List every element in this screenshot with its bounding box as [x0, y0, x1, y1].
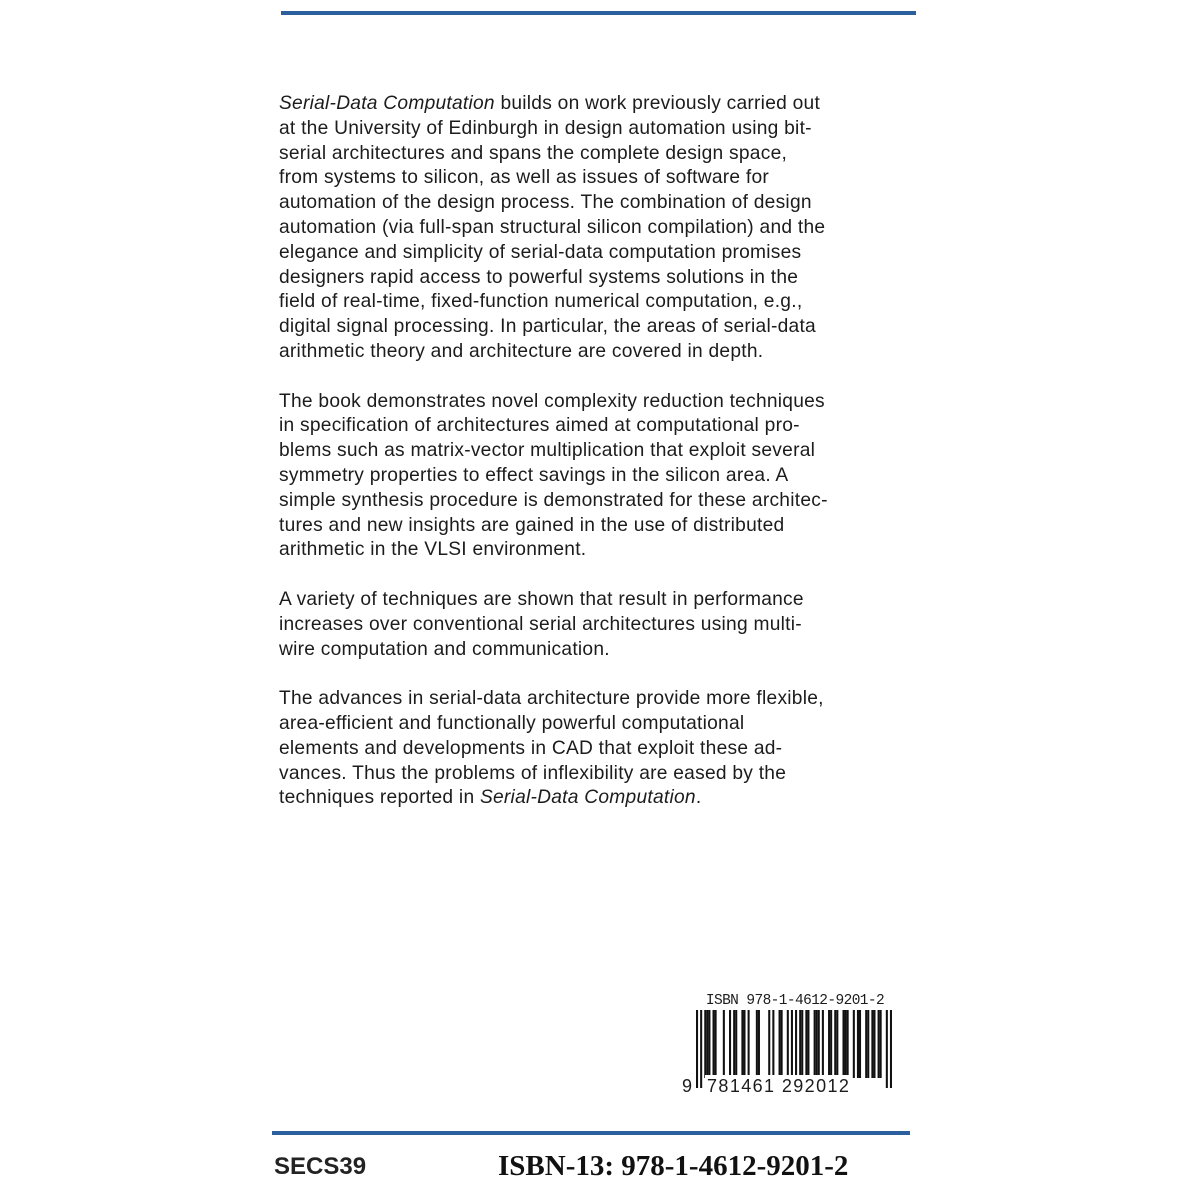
barcode-bar	[828, 1010, 830, 1078]
barcode-bar	[708, 1010, 710, 1078]
barcode-bar	[814, 1010, 816, 1078]
blurb-line	[279, 315, 919, 340]
isbn-barcode	[682, 993, 908, 1105]
barcode-bar	[779, 1010, 781, 1078]
barcode-bar	[880, 1010, 882, 1078]
barcode-bar	[853, 1010, 855, 1078]
blurb-line	[279, 737, 919, 762]
barcode-bar	[807, 1010, 809, 1078]
blurb-paragraph	[279, 92, 919, 365]
barcode-bar	[816, 1010, 818, 1078]
blurb-line	[279, 142, 919, 167]
blurb-line-text: arithmetic in the VLSI environment.	[279, 539, 587, 561]
barcode-bar	[743, 1010, 745, 1078]
blurb-line-text: builds on work previously carried out	[494, 93, 821, 114]
blurb-line	[279, 613, 919, 638]
blurb-line-tail: .	[695, 787, 702, 809]
blurb-line-text: tures and new insights are gained in the use of distributed	[279, 514, 785, 536]
blurb-line-text: increases over conventional serial architectures using multi-	[279, 613, 802, 635]
blurb-line-text: designers rapid access to powerful systems solutions in the	[279, 266, 799, 288]
book-title-italic: Serial-Data Computation	[479, 787, 696, 809]
blurb-line-text: techniques reported in	[279, 787, 480, 809]
barcode-bar	[729, 1010, 731, 1078]
blurb-line-text: serial architectures and spans the complete design space,	[279, 142, 788, 164]
barcode-bar	[735, 1010, 737, 1078]
barcode-bar	[818, 1010, 820, 1078]
blurb-line	[279, 786, 919, 811]
blurb-line	[279, 166, 919, 191]
blurb-line-text: elegance and simplicity of serial-data computation promises	[279, 241, 802, 263]
blurb-paragraph	[279, 588, 919, 662]
barcode-bar	[865, 1010, 867, 1078]
blurb-line-text: at the University of Edinburgh in design automation using bit-	[279, 117, 812, 139]
barcode-guard-bar	[696, 1010, 698, 1088]
blurb-line	[279, 514, 919, 539]
barcode-bar	[768, 1010, 770, 1078]
barcode-guard-bar	[890, 1010, 892, 1088]
barcode-bar	[873, 1010, 875, 1078]
barcode-guard-bar	[886, 1010, 888, 1088]
barcode-ean-digits: 781461 292012	[707, 1076, 851, 1096]
blurb-line	[279, 762, 919, 787]
blurb-line	[279, 638, 919, 663]
back-cover-blurb	[279, 92, 919, 836]
barcode-bar	[871, 1010, 873, 1078]
barcode-bar	[713, 1010, 715, 1078]
barcode-bar	[834, 1010, 836, 1078]
blurb-line	[279, 191, 919, 216]
blurb-line-text: blems such as matrix-vector multiplication that exploit several	[279, 440, 816, 462]
barcode-bar	[822, 1010, 824, 1078]
blurb-line	[279, 538, 919, 563]
blurb-line-text: field of real-time, fixed-function numerical computation, e.g.,	[279, 291, 803, 313]
blurb-line-text: digital signal processing. In particular, the areas of serial-data	[279, 316, 816, 338]
barcode-bar	[836, 1010, 838, 1078]
blurb-line-text: vances. Thus the problems of inflexibility are eased by the	[279, 762, 787, 784]
barcode-bar	[857, 1010, 859, 1078]
isbn-13-text: ISBN-13: 978-1-4612-9201-2	[498, 1150, 849, 1182]
barcode-bar	[799, 1010, 801, 1078]
barcode-bar	[859, 1010, 861, 1078]
barcode-isbn-label: ISBN 978-1-4612-9201-2	[705, 993, 885, 1009]
barcode-bar	[867, 1010, 869, 1078]
barcode-bar	[878, 1010, 880, 1078]
blurb-line	[279, 241, 919, 266]
blurb-line	[279, 117, 919, 142]
barcode-bar	[830, 1010, 832, 1078]
series-code: SECS39	[274, 1153, 367, 1180]
book-title-italic: Serial-Data Computation	[279, 93, 495, 114]
barcode-bar	[845, 1010, 847, 1078]
blurb-line	[279, 92, 919, 117]
blurb-line-text: The book demonstrates novel complexity reduction techniques	[279, 390, 825, 412]
barcode-bar	[847, 1010, 849, 1078]
blurb-line	[279, 489, 919, 514]
barcode-bar	[842, 1010, 844, 1078]
blurb-line	[279, 216, 919, 241]
blurb-line-text: automation (via full-span structural silicon compilation) and the	[279, 216, 826, 238]
blurb-line	[279, 390, 919, 415]
blurb-line-text: simple synthesis procedure is demonstrated for these architec-	[279, 489, 828, 511]
blurb-line	[279, 340, 919, 365]
barcode-bar	[781, 1010, 783, 1078]
blurb-line-text: in specification of architectures aimed at computational pro-	[279, 415, 800, 437]
top-blue-rule	[281, 11, 916, 15]
blurb-line	[279, 464, 919, 489]
barcode-bar	[801, 1010, 803, 1078]
barcode-bar	[748, 1010, 750, 1078]
bottom-blue-rule	[272, 1131, 910, 1135]
blurb-line	[279, 588, 919, 613]
blurb-line	[279, 266, 919, 291]
blurb-line-text: area-efficient and functionally powerful computational	[279, 712, 745, 734]
blurb-paragraph	[279, 390, 919, 564]
blurb-line-text: arithmetic theory and architecture are covered in depth.	[279, 340, 764, 362]
blurb-line-text: automation of the design process. The combination of design	[279, 192, 812, 214]
barcode-bar	[723, 1010, 725, 1078]
barcode-bar	[772, 1010, 774, 1078]
blurb-line-text: A variety of techniques are shown that result in performance	[279, 588, 804, 610]
barcode-bar	[758, 1010, 760, 1078]
barcode-bar	[787, 1010, 789, 1078]
barcode-ean-first-digit: 9	[682, 1076, 693, 1096]
barcode-bar	[704, 1010, 706, 1078]
blurb-line	[279, 687, 919, 712]
blurb-line	[279, 712, 919, 737]
barcode-bar	[706, 1010, 708, 1078]
barcode-bar	[733, 1010, 735, 1078]
blurb-line	[279, 414, 919, 439]
barcode-bar	[715, 1010, 717, 1078]
barcode-bar	[805, 1010, 807, 1078]
blurb-line-text: wire computation and communication.	[279, 638, 610, 660]
blurb-line	[279, 439, 919, 464]
barcode-guard-bar	[700, 1010, 702, 1088]
barcode-bar	[741, 1010, 743, 1078]
blurb-line-text: The advances in serial-data architecture provide more flexible,	[279, 688, 824, 710]
blurb-paragraph	[279, 687, 919, 811]
barcode-bar	[756, 1010, 758, 1078]
blurb-line	[279, 290, 919, 315]
blurb-line-text: symmetry properties to effect savings in the silicon area. A	[279, 464, 789, 486]
blurb-line-text: from systems to silicon, as well as issues of software for	[279, 167, 770, 189]
blurb-line-text: elements and developments in CAD that exploit these ad-	[279, 737, 783, 759]
